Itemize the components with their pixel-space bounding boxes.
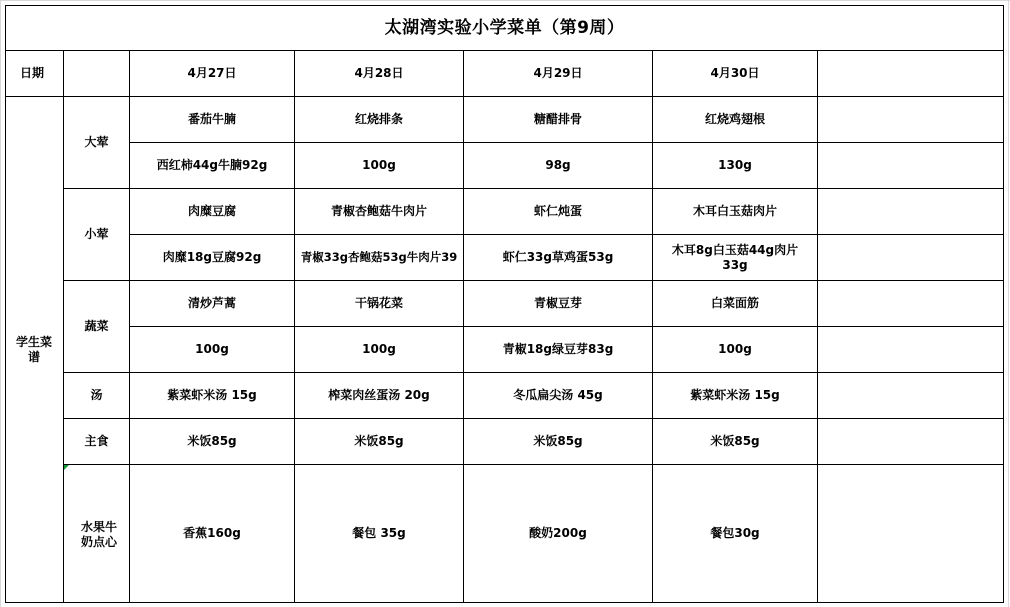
big-amount-4: 130g	[718, 158, 752, 172]
row-label-big: 大荤	[84, 135, 109, 149]
grid-line-top	[0, 0, 1010, 1]
date-col-3: 4月29日	[533, 66, 583, 80]
veg-dish-1: 清炒芦蒿	[187, 296, 236, 310]
group-label: 学生菜谱	[15, 335, 52, 364]
small-dish-1: 肉糜豆腐	[187, 204, 236, 218]
border-h-table-bottom	[5, 602, 1004, 603]
date-label: 日期	[20, 66, 45, 80]
big-dish-3: 糖醋排骨	[533, 112, 582, 126]
small-dish-2: 青椒杏鲍菇牛肉片	[330, 204, 427, 218]
big-dish-2: 红烧排条	[354, 112, 403, 126]
staple-item-3: 米饭85g	[533, 434, 583, 448]
small-amount-3: 虾仁33g草鸡蛋53g	[502, 250, 614, 264]
soup-item-1: 紫菜虾米汤 15g	[167, 388, 257, 402]
fruit-item-3: 酸奶200g	[529, 526, 587, 540]
staple-item-2: 米饭85g	[354, 434, 404, 448]
date-col-1: 4月27日	[187, 66, 237, 80]
small-amount-2: 青椒33g杏鲍菇53g牛肉片39	[300, 250, 458, 264]
big-amount-3: 98g	[545, 158, 571, 172]
big-dish-1: 番茄牛腩	[187, 112, 236, 126]
big-amount-2: 100g	[362, 158, 396, 172]
big-dish-4: 红烧鸡翅根	[704, 112, 765, 126]
fruit-item-4: 餐包30g	[710, 526, 760, 540]
veg-amount-3: 青椒18g绿豆芽83g	[502, 342, 614, 356]
veg-dish-2: 干锅花菜	[354, 296, 403, 310]
big-amount-1: 西红柿44g牛腩92g	[156, 158, 268, 172]
soup-item-3: 冬瓜扁尖汤 45g	[513, 388, 603, 402]
menu-title: 太湖湾实验小学菜单（第9周）	[384, 17, 625, 38]
veg-amount-2: 100g	[362, 342, 396, 356]
border-v-col6	[817, 50, 818, 603]
grid-line-left	[0, 0, 1, 607]
row-label-soup: 汤	[90, 388, 103, 402]
fruit-item-2: 餐包 35g	[352, 526, 406, 540]
veg-dish-4: 白菜面筋	[710, 296, 759, 310]
fruit-item-1: 香蕉160g	[183, 526, 241, 540]
row-label-small: 小荤	[84, 227, 109, 241]
date-col-2: 4月28日	[354, 66, 404, 80]
border-v-right	[1003, 5, 1004, 603]
row-label-staple: 主食	[84, 434, 109, 448]
cell-comment-marker	[64, 465, 69, 470]
small-amount-1: 肉糜18g豆腐92g	[162, 250, 262, 264]
soup-item-2: 榨菜肉丝蛋汤 20g	[328, 388, 430, 402]
small-dish-4: 木耳白玉菇肉片	[692, 204, 777, 218]
row-label-fruit: 水果牛奶点心	[80, 520, 117, 549]
soup-item-4: 紫菜虾米汤 15g	[690, 388, 780, 402]
veg-amount-1: 100g	[195, 342, 229, 356]
small-dish-3: 虾仁炖蛋	[533, 204, 582, 218]
veg-dish-3: 青椒豆芽	[533, 296, 582, 310]
staple-item-4: 米饭85g	[710, 434, 760, 448]
small-amount-4: 木耳8g白玉菇44g肉片33g	[671, 242, 799, 272]
row-label-veg: 蔬菜	[84, 319, 109, 333]
date-col-4: 4月30日	[710, 66, 760, 80]
staple-item-1: 米饭85g	[187, 434, 237, 448]
veg-amount-4: 100g	[718, 342, 752, 356]
grid-line-right	[1008, 0, 1009, 607]
